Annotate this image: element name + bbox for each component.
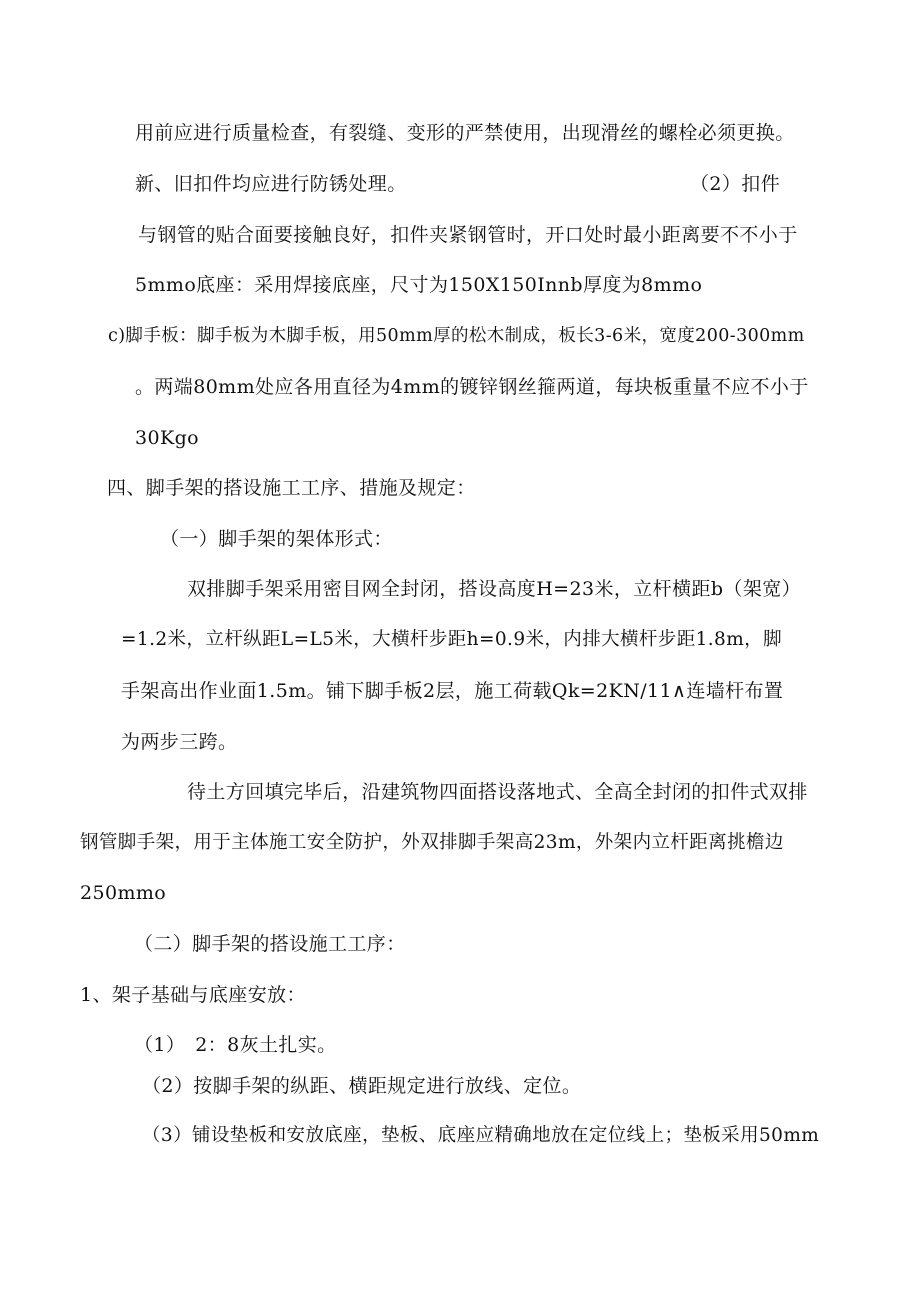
paragraph-line: 250mmo <box>80 882 167 904</box>
paragraph-line: 与钢管的贴合面要接触良好，扣件夹紧钢管时，开口处时最小距离要不不小于 <box>138 224 798 246</box>
paragraph-line: 手架高出作业面1.5m。铺下脚手板2层，施工荷载Qk=2KN/11∧连墙杆布置 <box>121 680 784 702</box>
list-item: （2）按脚手架的纵距、横距规定进行放线、定位。 <box>142 1075 582 1097</box>
subsection-heading: （一）脚手架的架体形式： <box>160 528 393 550</box>
paragraph-line: 。两端80mm处应各用直径为4mm的镀锌钢丝箍两道，每块板重量不应不小于 <box>135 376 809 398</box>
list-item: （3）铺设垫板和安放底座，垫板、底座应精确地放在定位线上；垫板采用50mm <box>142 1125 820 1146</box>
paragraph-line: 双排脚手架采用密目网全封闭，搭设高度H=23米，立杆横距b（架宽） <box>187 578 802 600</box>
section-heading: 四、脚手架的搭设施工工序、措施及规定： <box>107 477 476 499</box>
paragraph-line: 新、旧扣件均应进行防锈处理。 <box>135 173 407 195</box>
paragraph-line: 5mmo底座：采用焊接底座，尺寸为150X150Innb厚度为8mmo <box>135 274 703 296</box>
paragraph-line: 30Kgo <box>135 427 199 449</box>
paragraph-line: 待土方回填完毕后，沿建筑物四面搭设落地式、全高全封闭的扣件式双排 <box>187 781 808 803</box>
paragraph-line: =1.2米，立杆纵距L=L5米，大横杆步距h=0.9米，内排大横杆步距1.8m，脚 <box>121 629 782 650</box>
paragraph-line: 钢管脚手架，用于主体施工安全防护，外双排脚手架高23m，外架内立杆距离挑檐边 <box>80 832 784 853</box>
section-heading: （2）扣件 <box>690 173 781 195</box>
paragraph-line: 用前应进行质量检查，有裂缝、变形的严禁使用，出现滑丝的螺栓必须更换。 <box>135 122 795 144</box>
subsection-heading: （二）脚手架的搭设施工工序： <box>134 933 406 955</box>
list-item: （1） 2：8灰土扎实。 <box>134 1034 337 1056</box>
paragraph-line: 为两步三跨。 <box>121 731 238 753</box>
section-heading: 1、架子基础与底座安放： <box>80 984 306 1006</box>
paragraph-line: c)脚手板：脚手板为木脚手板，用50mm厚的松木制成，板长3-6米，宽度200-300mm <box>108 326 805 346</box>
